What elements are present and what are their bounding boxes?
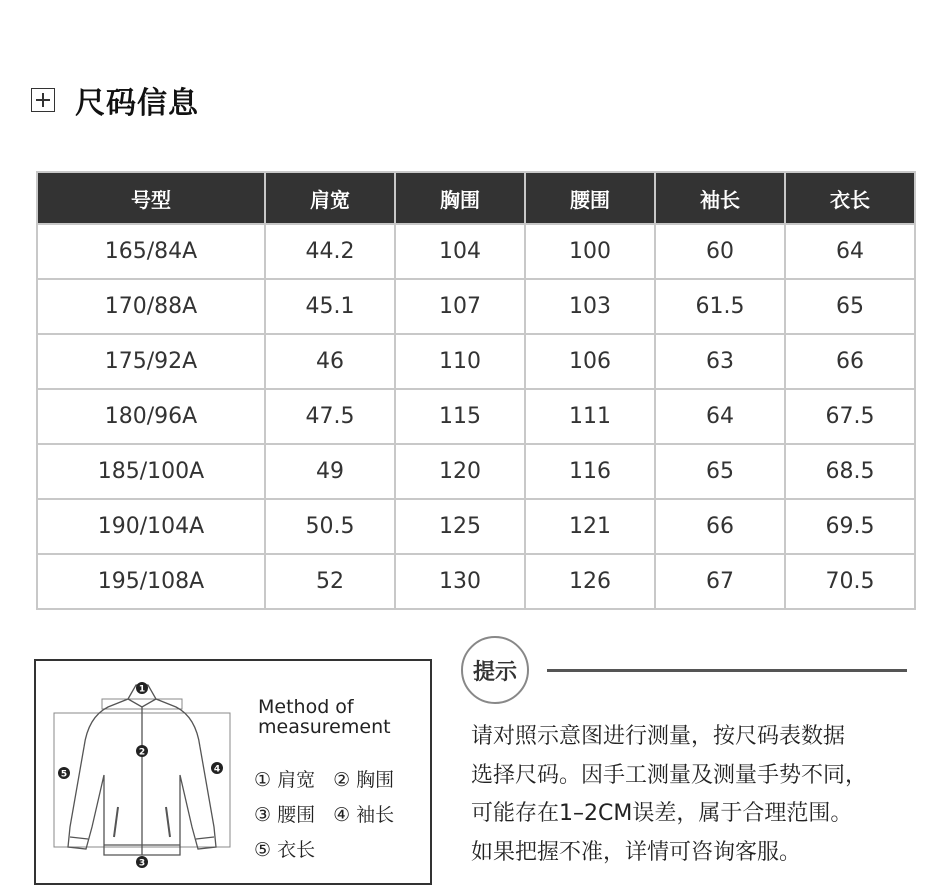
table-cell: 130 (395, 554, 525, 609)
table-cell: 104 (395, 224, 525, 279)
table-cell: 65 (655, 444, 785, 499)
table-cell: 69.5 (785, 499, 915, 554)
table-cell: 126 (525, 554, 655, 609)
measurement-legend (254, 763, 394, 868)
tip-text (471, 718, 931, 872)
table-cell: 103 (525, 279, 655, 334)
table-cell: 120 (395, 444, 525, 499)
table-cell: 110 (395, 334, 525, 389)
table-cell: 61.5 (655, 279, 785, 334)
table-cell: 185/100A (37, 444, 265, 499)
method-title (258, 697, 391, 737)
table-cell: 64 (785, 224, 915, 279)
legend-item-length: ⑤ 衣长 (254, 839, 316, 861)
expand-icon[interactable] (31, 88, 55, 112)
tip-line-2: 选择尺码。因手工测量及测量手势不同， (471, 762, 868, 788)
table-cell: 111 (525, 389, 655, 444)
table-cell: 190/104A (37, 499, 265, 554)
table-header-row (37, 172, 915, 224)
table-cell: 116 (525, 444, 655, 499)
table-row (37, 224, 915, 279)
legend-item-chest: ② 胸围 (333, 769, 395, 791)
tip-header (461, 636, 911, 706)
table-row (37, 279, 915, 334)
table-cell: 66 (785, 334, 915, 389)
method-title-line2: measurement (258, 716, 391, 738)
table-cell: 44.2 (265, 224, 395, 279)
marker-label-3: 3 (138, 858, 146, 869)
table-cell: 66 (655, 499, 785, 554)
table-cell: 68.5 (785, 444, 915, 499)
marker-label-2: 2 (138, 747, 146, 758)
header-waist: 腰围 (525, 172, 655, 224)
jacket-illustration (48, 677, 243, 877)
table-cell: 195/108A (37, 554, 265, 609)
legend-item-waist: ③ 腰围 (254, 804, 316, 826)
table-cell: 70.5 (785, 554, 915, 609)
table-cell: 60 (655, 224, 785, 279)
table-cell: 64 (655, 389, 785, 444)
header-size: 号型 (37, 172, 265, 224)
tip-line-3: 可能存在1–2CM误差，属于合理范围。 (471, 801, 853, 826)
table-cell: 67.5 (785, 389, 915, 444)
table-cell: 125 (395, 499, 525, 554)
table-cell: 52 (265, 554, 395, 609)
legend-item-sleeve: ④ 袖长 (333, 804, 395, 826)
header-shoulder: 肩宽 (265, 172, 395, 224)
table-cell: 165/84A (37, 224, 265, 279)
table-cell: 63 (655, 334, 785, 389)
table-row (37, 334, 915, 389)
method-title-line1: Method of (258, 696, 354, 718)
legend-item-shoulder: ① 肩宽 (254, 769, 316, 791)
table-cell: 46 (265, 334, 395, 389)
marker-label-5: 5 (60, 769, 68, 780)
tip-line-1: 请对照示意图进行测量，按尺码表数据 (471, 724, 846, 749)
table-cell: 106 (525, 334, 655, 389)
table-row (37, 499, 915, 554)
header-chest: 胸围 (395, 172, 525, 224)
section-header (31, 80, 199, 120)
table-cell: 180/96A (37, 389, 265, 444)
table-cell: 65 (785, 279, 915, 334)
table-cell: 45.1 (265, 279, 395, 334)
tip-divider (547, 669, 907, 672)
table-cell: 67 (655, 554, 785, 609)
table-row (37, 389, 915, 444)
table-cell: 121 (525, 499, 655, 554)
size-table (36, 171, 916, 610)
table-cell: 107 (395, 279, 525, 334)
tip-line-4: 如果把握不准，详情可咨询客服。 (471, 839, 802, 865)
table-row (37, 444, 915, 499)
section-title: 尺码信息 (75, 86, 199, 121)
table-cell: 49 (265, 444, 395, 499)
table-row (37, 554, 915, 609)
table-cell: 47.5 (265, 389, 395, 444)
marker-label-1: 1 (138, 684, 146, 695)
table-cell: 50.5 (265, 499, 395, 554)
header-length: 衣长 (785, 172, 915, 224)
marker-label-4: 4 (213, 764, 221, 775)
table-cell: 170/88A (37, 279, 265, 334)
table-cell: 175/92A (37, 334, 265, 389)
measurement-diagram (34, 659, 432, 885)
table-cell: 100 (525, 224, 655, 279)
tip-badge: 提示 (461, 636, 529, 704)
table-cell: 115 (395, 389, 525, 444)
header-sleeve: 袖长 (655, 172, 785, 224)
